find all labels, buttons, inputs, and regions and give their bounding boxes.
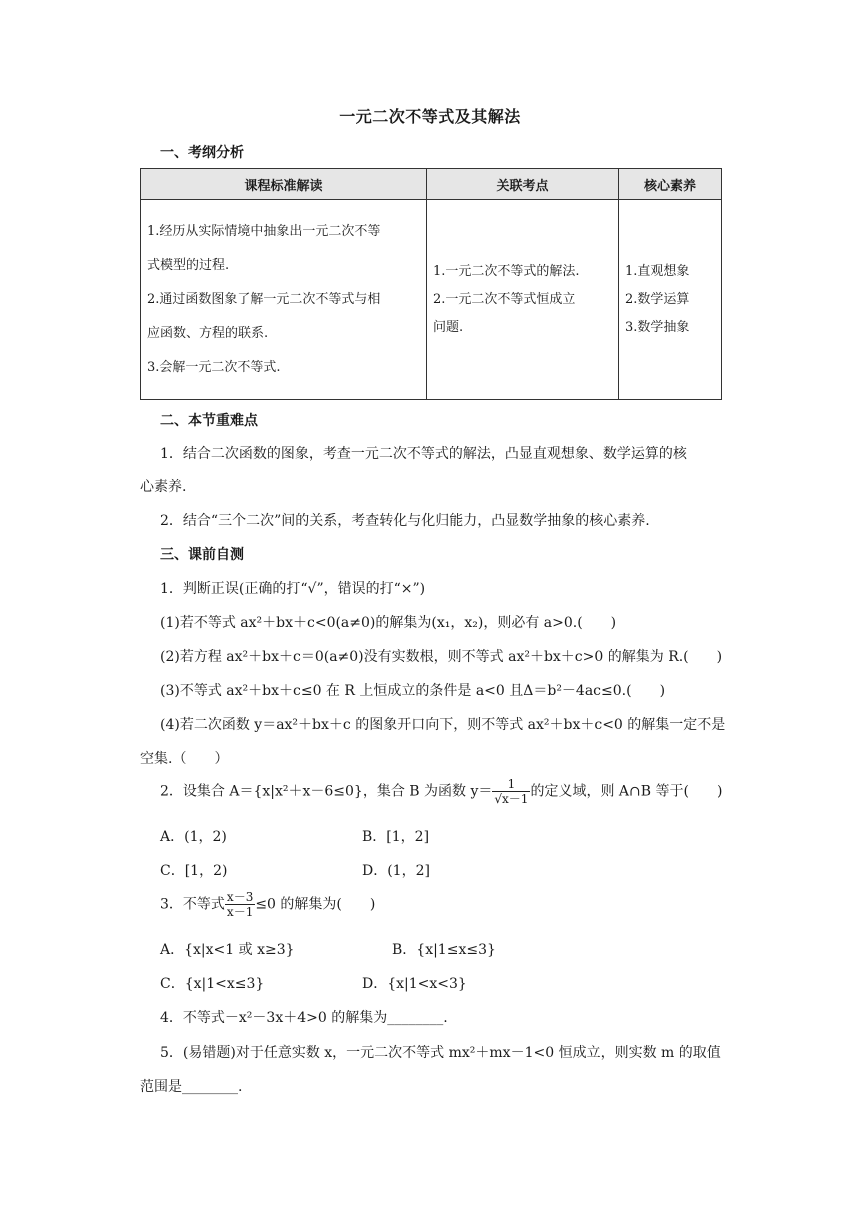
question-1-4: (4)若二次函数 y＝ax²＋bx＋c 的图象开口向下，则不等式 ax²＋bx＋c<0 的解集一定不是: [160, 717, 726, 733]
table-line: 1.经历从实际情境中抽象出一元二次不等: [147, 223, 381, 239]
table-line: 应函数、方程的联系.: [147, 325, 269, 341]
option-c: C．[1，2): [160, 863, 228, 879]
paragraph-line: 心素养.: [140, 479, 187, 495]
option-c: C．{x|1<x≤3}: [160, 976, 265, 992]
syllabus-table: [140, 168, 722, 400]
section-heading-2: 二、本节重难点: [160, 413, 258, 429]
section-heading-3: 三、课前自测: [160, 547, 244, 563]
page-title: 一元二次不等式及其解法: [339, 107, 521, 126]
fraction-denominator: x－1: [226, 905, 254, 919]
fraction-denominator: √x－1: [494, 792, 529, 806]
question-5-cont: 范围是________.: [140, 1079, 243, 1095]
option-b: B．{x|1≤x≤3}: [392, 942, 496, 958]
question-1-2: (2)若方程 ax²＋bx＋c＝0(a≠0)没有实数根，则不等式 ax²＋bx＋c>0 的解集为 R.( ): [160, 649, 723, 665]
question-2: [160, 777, 722, 806]
question-1-4-cont: 空集.（ ）: [140, 751, 229, 767]
table-line: 1.直观想象: [625, 263, 690, 279]
table-line: 2.数学运算: [625, 291, 690, 307]
table-line: 3.数学抽象: [625, 319, 690, 335]
question-1-1: (1)若不等式 ax²＋bx＋c<0(a≠0)的解集为(x₁，x₂)，则必有 a>0.( ): [160, 615, 617, 631]
fraction: [492, 777, 530, 806]
table-header-2: 关联考点: [427, 169, 619, 200]
question-2-text: 2．设集合 A＝{x|x²＋x－6≤0}，集合 B 为函数 y＝: [160, 783, 493, 800]
option-a: A．(1，2): [160, 829, 227, 845]
table-line: 2.一元二次不等式恒成立: [433, 291, 576, 307]
table-cell-literacy: [619, 200, 722, 400]
question-1-3: (3)不等式 ax²＋bx＋c≤0 在 R 上恒成立的条件是 a<0 且Δ＝b²－4ac≤0.( ): [160, 683, 666, 699]
table-line: 1.一元二次不等式的解法.: [433, 263, 580, 279]
option-d: D．(1，2]: [362, 863, 430, 879]
question-3-text: ≤0 的解集为( ): [255, 896, 376, 913]
section-heading-1: 一、考纲分析: [160, 145, 244, 161]
fraction-numerator: x－3: [226, 890, 254, 904]
question-3-text: 3．不等式: [160, 896, 225, 913]
question-1: 1．判断正误(正确的打“√”，错误的打“×”): [160, 581, 426, 597]
paragraph-line: 1．结合二次函数的图象，考查一元二次不等式的解法，凸显直观想象、数学运算的核: [160, 446, 687, 462]
option-d: D．{x|1<x<3}: [362, 976, 467, 992]
fraction: [225, 890, 255, 919]
question-3: [160, 890, 375, 919]
question-4: 4．不等式－x²－3x＋4>0 的解集为________.: [160, 1010, 448, 1026]
question-2-text: 的定义域，则 A∩B 等于( ): [530, 783, 723, 800]
table-cell-standards: [141, 200, 427, 400]
table-line: 2.通过函数图象了解一元二次不等式与相: [147, 291, 381, 307]
table-header-3: 核心素养: [619, 169, 722, 200]
paragraph-line: 2．结合“三个二次”间的关系，考查转化与化归能力，凸显数学抽象的核心素养.: [160, 513, 650, 529]
table-cell-topics: [427, 200, 619, 400]
fraction-numerator: 1: [492, 777, 530, 792]
table-line: 3.会解一元二次不等式.: [147, 359, 281, 375]
option-b: B．[1，2]: [362, 829, 430, 845]
option-a: A．{x|x<1 或 x≥3}: [160, 942, 295, 958]
table-line: 问题.: [433, 319, 464, 335]
table-header-1: 课程标准解读: [141, 169, 427, 200]
question-5: 5．(易错题)对于任意实数 x，一元二次不等式 mx²＋mx－1<0 恒成立，则实数 m 的取值: [160, 1045, 721, 1061]
table-line: 式模型的过程.: [147, 257, 230, 273]
